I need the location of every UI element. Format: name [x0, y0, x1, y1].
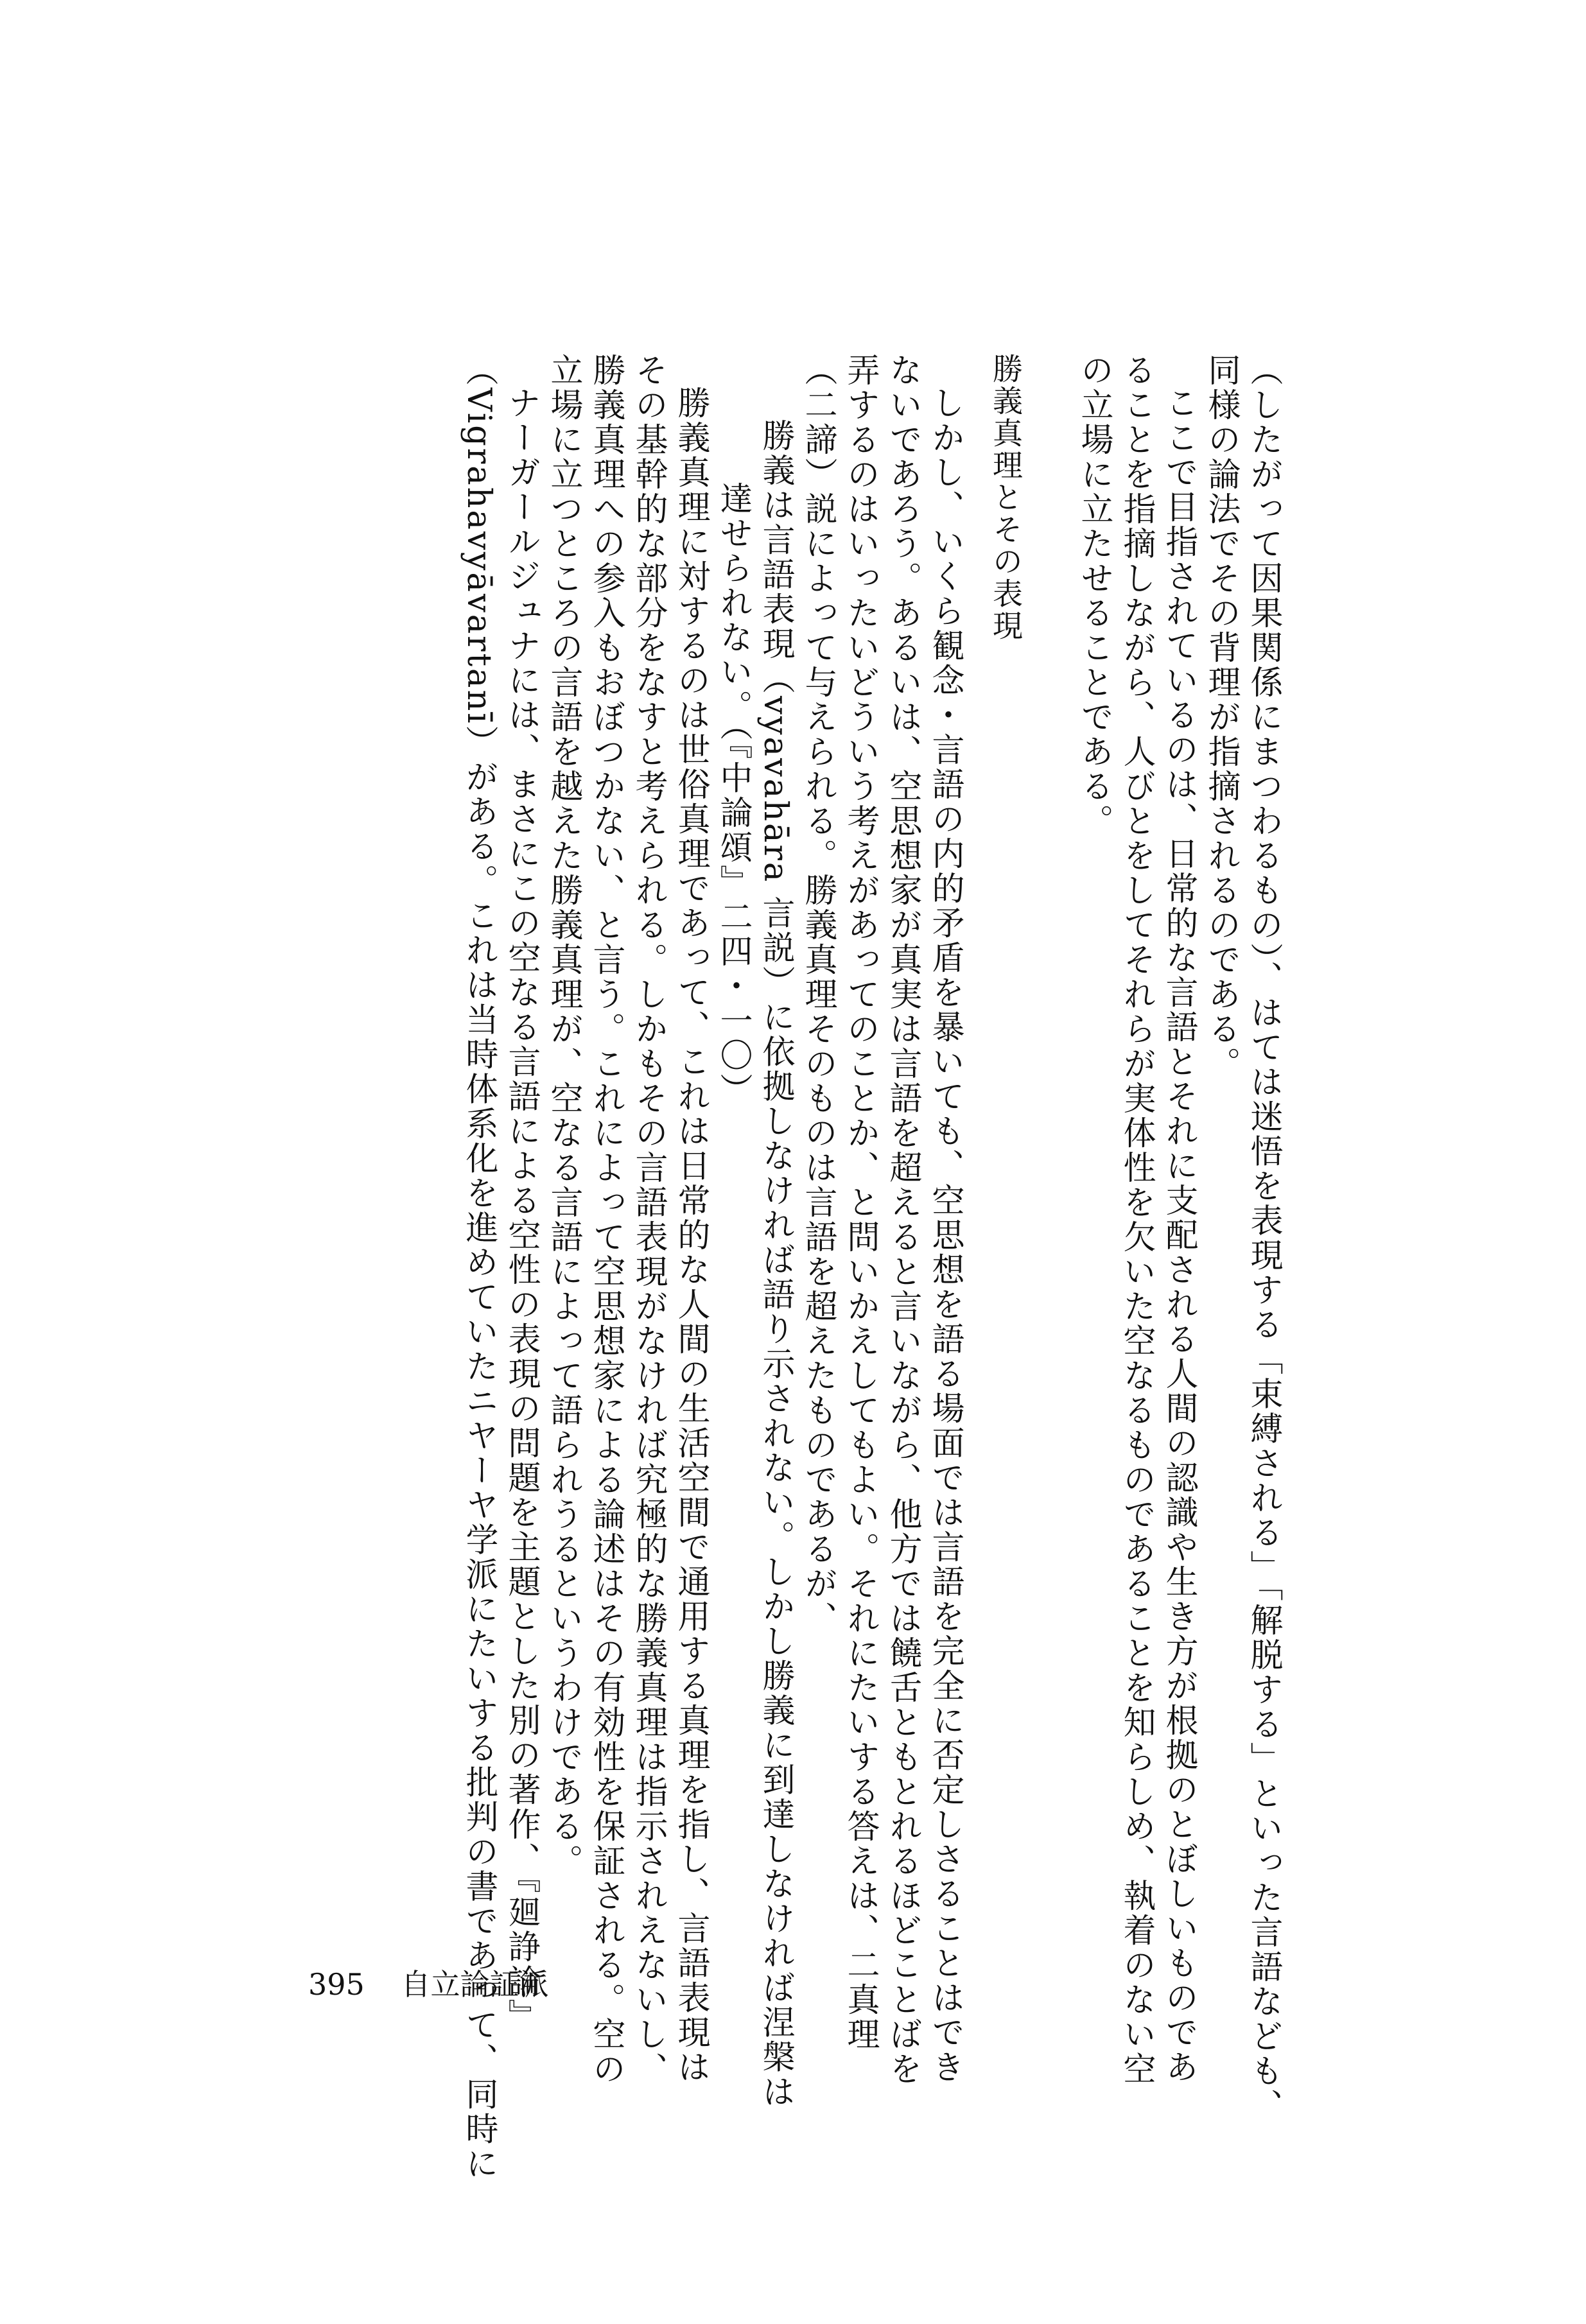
section-heading: 勝義真理とその表現	[988, 353, 1023, 642]
text-line: 勝義真理に対するのは世俗真理であって、これは日常的な人間の生活空間で通用する真理を指し、言語表現は	[672, 386, 710, 2085]
page-number: 395	[308, 1967, 365, 2002]
page-footer	[308, 1961, 548, 2004]
text-line: 弄するのはいったいどういう考えがあってのことか、と問いかえしてもよい。それにたいする答えは、二真理	[841, 353, 879, 2052]
text-line: の立場に立たせることである。	[1075, 353, 1113, 838]
text-line: 同様の論法でその背理が指摘されるのである。	[1202, 353, 1240, 1081]
text-line: その基幹的な部分をなすと考えられる。しかもその言語表現がなければ究極的な勝義真理は指示されえないし、	[629, 353, 667, 2086]
text-line: ないであろう。あるいは、空思想家が真実は言語を超えると言いながら、他方では饒舌ともとれるほどことばを	[884, 353, 921, 2086]
text-line: ることを指摘しながら、人びとをしてそれらが実体性を欠いた空なるものであることを知らしめ、執着のない空	[1117, 353, 1155, 2086]
text-line: （二諦）説によって与えられる。勝義真理そのものは言語を超えたものであるが、	[799, 353, 837, 1636]
running-title: 自立論証派	[401, 1967, 549, 2002]
text-line: 立場に立つところの言語を越えた勝義真理が、空なる言語によって語られうるというわけである。	[545, 353, 582, 1878]
quote-line: 勝義は言語表現（vyavahāra 言説）に依拠しなければ語り示されない。しかし勝義に到達しなければ涅槃は	[756, 419, 794, 2110]
text-line: （したがって因果関係にまつわるもの）、はては迷悟を表現する「束縛される」「解脱する」といった言語なども、	[1244, 353, 1282, 2123]
paragraph-3	[796, 353, 966, 2086]
quotation	[711, 353, 796, 2110]
text-line: ナーガールジュナには、まさにこの空なる言語による空性の表現の問題を主題とした別の著作、『廻諍論』	[502, 386, 540, 2034]
text-line: 勝義真理への参入もおぼつかない、と言う。これによって空思想家による論述はその有効性を保証される。空の	[587, 353, 625, 2086]
paragraph-2	[1072, 353, 1199, 2086]
vertical-body-text	[457, 353, 1284, 2181]
quote-line: 達せられない。（『中論頌』二四・一〇）	[714, 481, 752, 1107]
paragraph-4	[542, 353, 711, 2086]
text-line: しかし、いくら観念・言語の内的矛盾を暴いても、空思想を語る場面では言語を完全に否定しさることはでき	[926, 386, 964, 2085]
text-line: （Vigrahavyāvartanī）がある。これは当時体系化を進めていたニヤーヤ学派にたいする批判の書であって、同時に	[460, 353, 498, 2181]
paragraph-1	[1199, 353, 1284, 2123]
text-line: ここで目指されているのは、日常的な言語とそれに支配される人間の認識や生き方が根拠のとぼしいものであ	[1160, 386, 1198, 2085]
